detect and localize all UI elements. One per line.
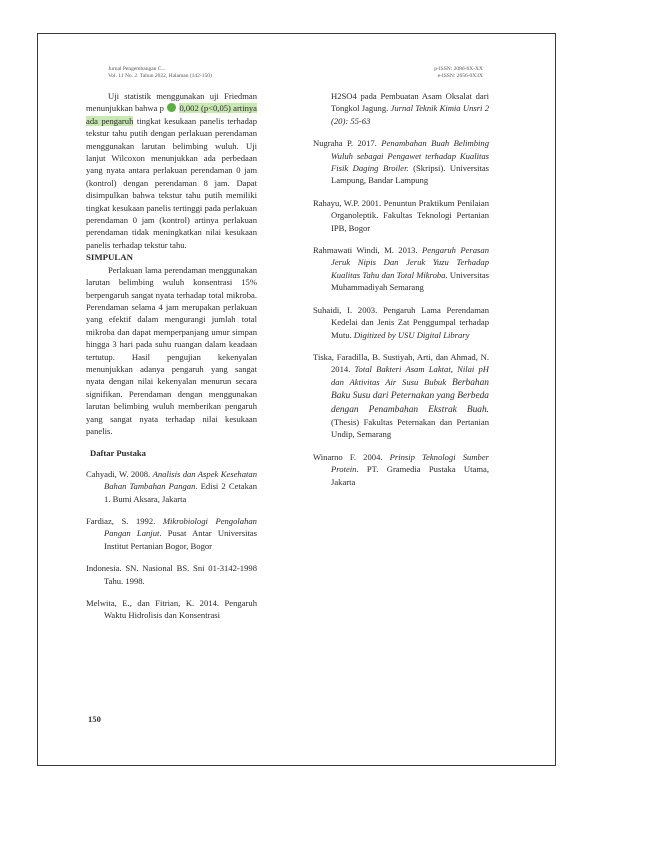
issn-header (434, 66, 483, 80)
simpulan-paragraph: Perlakuan lama perendaman menggunakan larutan belimbing wuluh konsentrasi 15% berpengaruh sangat nyata terhadap total mikroba. Perendaman selama 4 jam merupakan perlakuan yang efektif dalam mengurangi jumlah total mikroba dan dapat memperpanjang umur simpan hingga 3 hari pada suhu ruangan dalam keadaan tertutup. Hasil pengujian kekenyalan menunjukkan adanya pengaruh yang sangat nyata dengan nilai kekenyalan menurun secara signifikan. Perendaman dengan menggunakan larutan belimbing wuluh memberikan pengaruh yang sangat nyata terhadap nilai kesukaan panelis. (86, 264, 257, 436)
journal-title: Jurnal Pengembangan C... (108, 66, 166, 72)
reference-item: Winarno F. 2004. Prinsip Teknologi Sumber Protein. PT. Gramedia Pustaka Utama, Jakarta (313, 451, 489, 487)
right-column (313, 90, 489, 498)
reference-item: Tiska, Faradilla, B. Sustiyah, Arti, dan Ahmad, N. 2014. Total Bakteri Asam Laktat, Nilai pH dan Aktivitas Air Susu Bubuk Berbahan Baku Susu dari Peternakan yang Berbeda dengan Penambahan Ekstrak Buah. (Thesis) Fakultas Peternakan dan Pertanian Undip, Semarang (313, 351, 489, 440)
issn-print: p-ISSN: 2086-6X-XX (434, 66, 483, 72)
paragraph-text: Uji statistik menggunakan uji Friedman menunjukkan bahwa p (86, 91, 257, 114)
section-heading-references: Daftar Pustaka (90, 448, 146, 459)
issn-online: e-ISSN: 2656-0X3X (437, 73, 483, 79)
section-heading-simpulan: SIMPULAN (86, 252, 133, 263)
reference-item: Suhaidi, I. 2003. Pengaruh Lama Perendaman Kedelai dan Jenis Zat Penggumpal terhadap Mutu. Digitized by USU Digital Library (313, 304, 489, 340)
cursor-marker-icon (167, 103, 176, 112)
reference-item: Melwita, E., dan Fitrian, K. 2014. Pengaruh Waktu Hidrolisis dan Konsentrasi (86, 598, 257, 621)
highlighted-text[interactable]: 0,002 (p<0,05) artinya ada pengaruh (86, 103, 257, 126)
reference-item-continued: H2SO4 pada Pembuatan Asam Oksalat dari Tongkol Jagung. Jurnal Teknik Kimia Unsri 2 (20): 55-63 (331, 91, 489, 126)
journal-volume: Vol. 11 No. 2. Tahun 2022, Halaman (142-150) (108, 73, 212, 79)
paper-page (37, 33, 556, 766)
reference-item: Fardiaz, S. 1992. Mikrobiologi Pengolahan Pangan Lanjut. Pusat Antar Universitas Institut Pertanian Bogor, Bogor (86, 516, 258, 551)
statistics-paragraph[interactable] (86, 90, 257, 251)
reference-item: Rahayu, W.P. 2001. Penuntun Praktikum Penilaian Organoleptik. Fakultas Teknologi Pertanian IPB, Bogor (313, 197, 489, 233)
left-column (86, 90, 257, 632)
paragraph-text-continued: tingkat kesukaan panelis terhadap tekstur tahu putih dengan perlakuan perendaman menggunakan larutan belimbing wuluh. Uji lanjut Wilcoxon menunjukkan ada perbedaan yang nyata antara perlakuan perendaman 0 jam (kontrol) dengan perendaman 8 jam. Dapat disimpulkan bahwa tekstur tahu putih memiliki tingkat kesukaan panelis tertinggi pada perlakuan perendaman 0 jam (kontrol) artinya perlakuan perendaman tidak meningkatkan nilai kesukaan panelis terhadap tekstur tahu. (86, 115, 257, 250)
reference-item: Nugraha P. 2017. Penambahan Buah Belimbing Wuluh sebagai Pengawet terhadap Kualitas Fisik Daging Broiler. (Skripsi). Universitas Lampung, Bandar Lampung (313, 138, 490, 186)
journal-header (108, 66, 212, 80)
reference-item: Indonesia. SN. Nasional BS. Sni 01-3142-1998 Tahu. 1998. (86, 563, 257, 586)
reference-item: Cahyadi, W. 2008. Analisis dan Aspek Kesehatan Bahan Tambahan Pangan. Edisi 2 Cetakan 1. Bumi Aksara, Jakarta (86, 468, 258, 504)
page-number: 150 (88, 714, 101, 724)
reference-item: Rahmawati Windi, M. 2013. Pengaruh Perasan Jeruk Nipis Dan Jeruk Yuzu Terhadap Kualitas Tahu dan Total Mikroba. Universitas Muhammadiyah Semarang (313, 245, 489, 293)
